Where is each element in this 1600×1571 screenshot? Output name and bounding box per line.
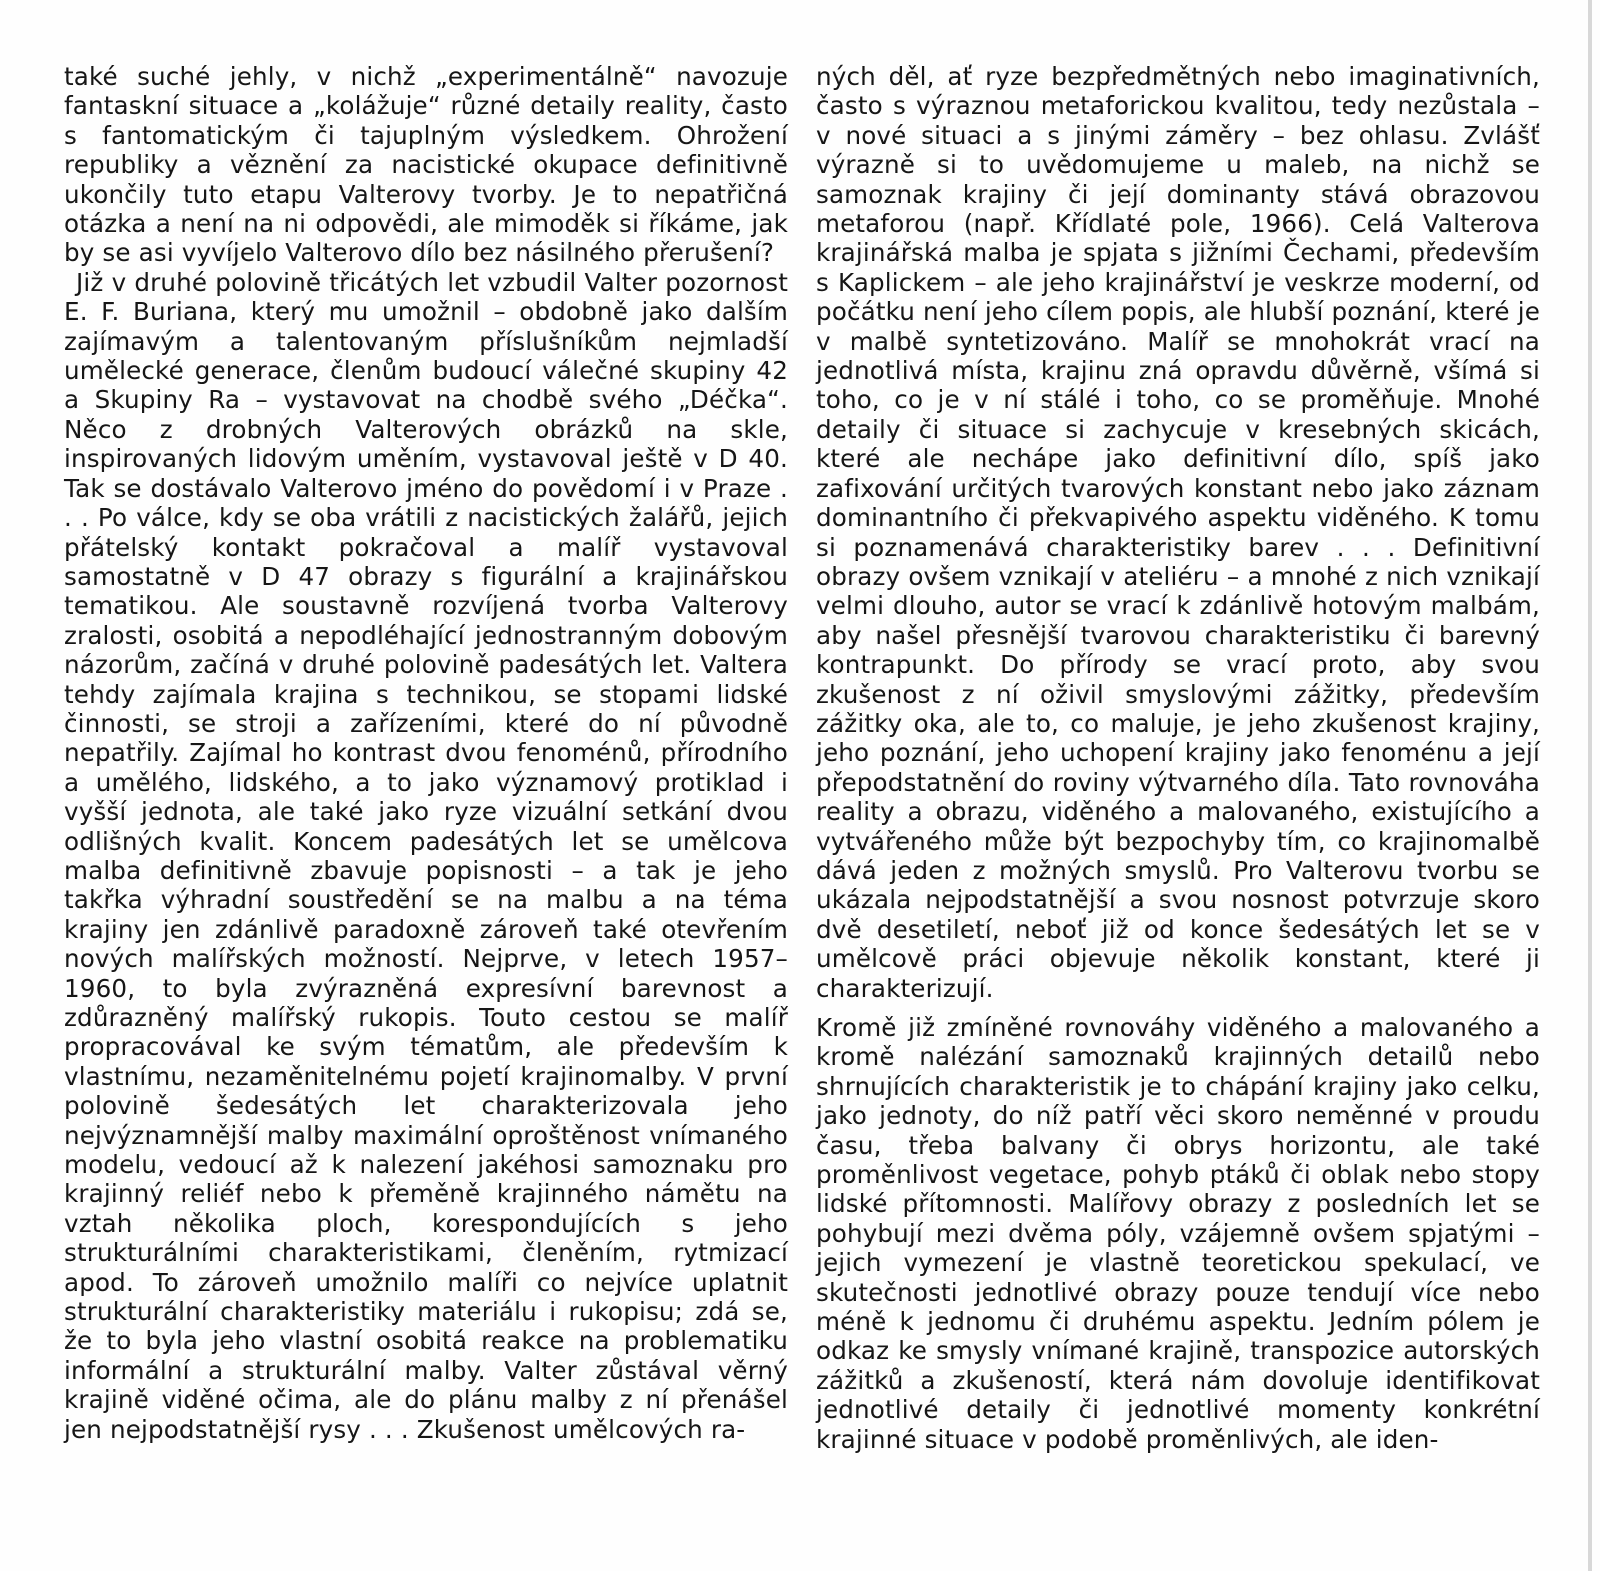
- right-paragraph-1: ných děl, ať ryze bezpředmětných nebo imaginativních, často s výraznou metaforickou kvalitou, tedy nezůstala – v nové situaci a s jinými záměry – bez ohlasu. Zvlášť výrazně si to uvědomujeme u maleb, na nichž se samoznak krajiny či její dominanty stává obrazovou metaforou (např. Křídlaté pole, 1966). Celá Valterova krajinářská malba je spjata s jižními Čechami, především s Kaplickem – ale jeho krajinářství je veskrze moderní, od počátku není jeho cílem popis, ale hlubší poznání, které je v malbě syntetizováno. Malíř se mnohokrát vrací na jednotlivá místa, krajinu zná opravdu důvěrně, všímá si toho, co je v ní stálé i toho, co se proměňuje. Mnohé detaily či situace si zachycuje v kresebných skicách, které ale nechápe jako definitivní dílo, spíš jako zafixování určitých tvarových konstant nebo jako záznam dominantního či překvapivého aspektu viděného. K tomu si poznamenává charakteristiky barev . . . Definitivní obrazy ovšem vznikají v ateliéru – a mnohé z nich vznikají velmi dlouho, autor se vrací k zdánlivě hotovým malbám, aby našel přesnější tvarovou charakteristiku či barevný kontrapunkt. Do přírody se vrací proto, aby svou zkušenost z ní oživil smyslovými zážitky, především zážitky oka, ale to, co maluje, je jeho zkušenost krajiny, jeho poznání, jeho uchopení krajiny jako fenoménu a její přepodstatnění do roviny výtvarného díla. Tato rovnováha reality a obrazu, viděného a malovaného, existujícího a vytvářeného může být bezpochyby tím, co krajinomalbě dává jeden z možných smyslů. Pro Valterovu tvorbu se ukázala nejpodstatnější a svou nosnost potvrzuje skoro dvě desetiletí, neboť již od konce šedesátých let se v umělcově práci objevuje několik konstant, které ji charakterizují.: [816, 62, 1540, 1003]
- left-paragraph-1: také suché jehly, v nichž „experimentálně“ navozuje fantaskní situace a „kolážuje“ různé detaily reality, často s fantomatickým či tajuplným výsledkem. Ohrožení republiky a věznění za nacistické okupace definitivně ukončily tuto etapu Valterovy tvorby. Je to nepatřičná otázka a není na ni odpovědi, ale mimoděk si říkáme, jak by se asi vyvíjelo Valterovo dílo bez násilného přerušení?: [64, 62, 788, 268]
- right-text-column: [816, 62, 1540, 1454]
- left-paragraph-2: Již v druhé polovině třicátých let vzbudil Valter pozornost E. F. Buriana, který mu umožnil – obdobně jako dalším zajímavým a talentovaným příslušníkům nejmladší umělecké generace, členům budoucí válečné skupiny 42 a Skupiny Ra – vystavovat na chodbě svého „Déčka“. Něco z drobných Valterových obrázků na skle, inspirovaných lidovým uměním, vystavoval ještě v D 40. Tak se dostávalo Valterovo jméno do povědomí i v Praze . . . Po válce, kdy se oba vrátili z nacistických žalářů, jejich přátelský kontakt pokračoval a malíř vystavoval samostatně v D 47 obrazy s figurální a krajinářskou tematikou. Ale soustavně rozvíjená tvorba Valterovy zralosti, osobitá a nepodléhající jednostranným dobovým názorům, začíná v druhé polovině padesátých let. Valtera tehdy zajímala krajina s technikou, se stopami lidské činnosti, se stroji a zařízeními, které do ní původně nepatřily. Zajímal ho kontrast dvou fenoménů, přírodního a umělého, lidského, a to jako významový protiklad i vyšší jednota, ale také jako ryze vizuální setkání dvou odlišných kvalit. Koncem padesátých let se umělcova malba definitivně zbavuje popisnosti – a tak je jeho takřka výhradní soustředění se na malbu a na téma krajiny jen zdánlivě paradoxně zároveň také otevřením nových malířských možností. Nejprve, v letech 1957–1960, to byla zvýrazněná expresívní barevnost a zdůrazněný malířský rukopis. Touto cestou se malíř propracovával ke svým tématům, ale především k vlastnímu, nezaměnitelnému pojetí krajinomalby. V první polovině šedesátých let charakterizovala jeho nejvýznamnější malby maximální oproštěnost vnímaného modelu, vedoucí až k nalezení jakéhosi samoznaku pro krajinný reliéf nebo k přeměně krajinného námětu na vztah několika ploch, korespondujících s jeho strukturálními charakteristikami, členěním, rytmizací apod. To zároveň umožnilo malíři co nejvíce uplatnit strukturální charakteristiky materiálu i rukopisu; zdá se, že to byla jeho vlastní osobitá reakce na problematiku informální a strukturální malby. Valter zůstával věrný krajině viděné očima, ale do plánu malby z ní přenášel jen nejpodstatnější rysy . . . Zkušenost umělcových ra-: [64, 267, 788, 1444]
- page-spine-edge: [1588, 0, 1592, 1571]
- right-paragraph-2: Kromě již zmíněné rovnováhy viděného a malovaného a kromě nalézání samoznaků krajinných detailů nebo shrnujících charakteristik je to chápání krajiny jako celku, jako jednoty, do níž patří věci skoro neměnné v proudu času, třeba balvany či obrys horizontu, ale také proměnlivost vegetace, pohyb ptáků či oblak nebo stopy lidské přítomnosti. Malířovy obrazy z posledních let se pohybují mezi dvěma póly, vzájemně ovšem spjatými – jejich vymezení je vlastně teoretickou spekulací, ve skutečnosti jednotlivé obrazy pouze tendují více nebo méně k jednomu či druhému aspektu. Jedním pólem je odkaz ke smysly vnímané krajině, transpozice autorských zážitků a zkušeností, která nám dovoluje identifikovat jednotlivé detaily či jednotlivé momenty konkrétní krajinné situace v podobě proměnlivých, ale iden-: [816, 1013, 1540, 1454]
- left-text-column: [64, 62, 788, 1444]
